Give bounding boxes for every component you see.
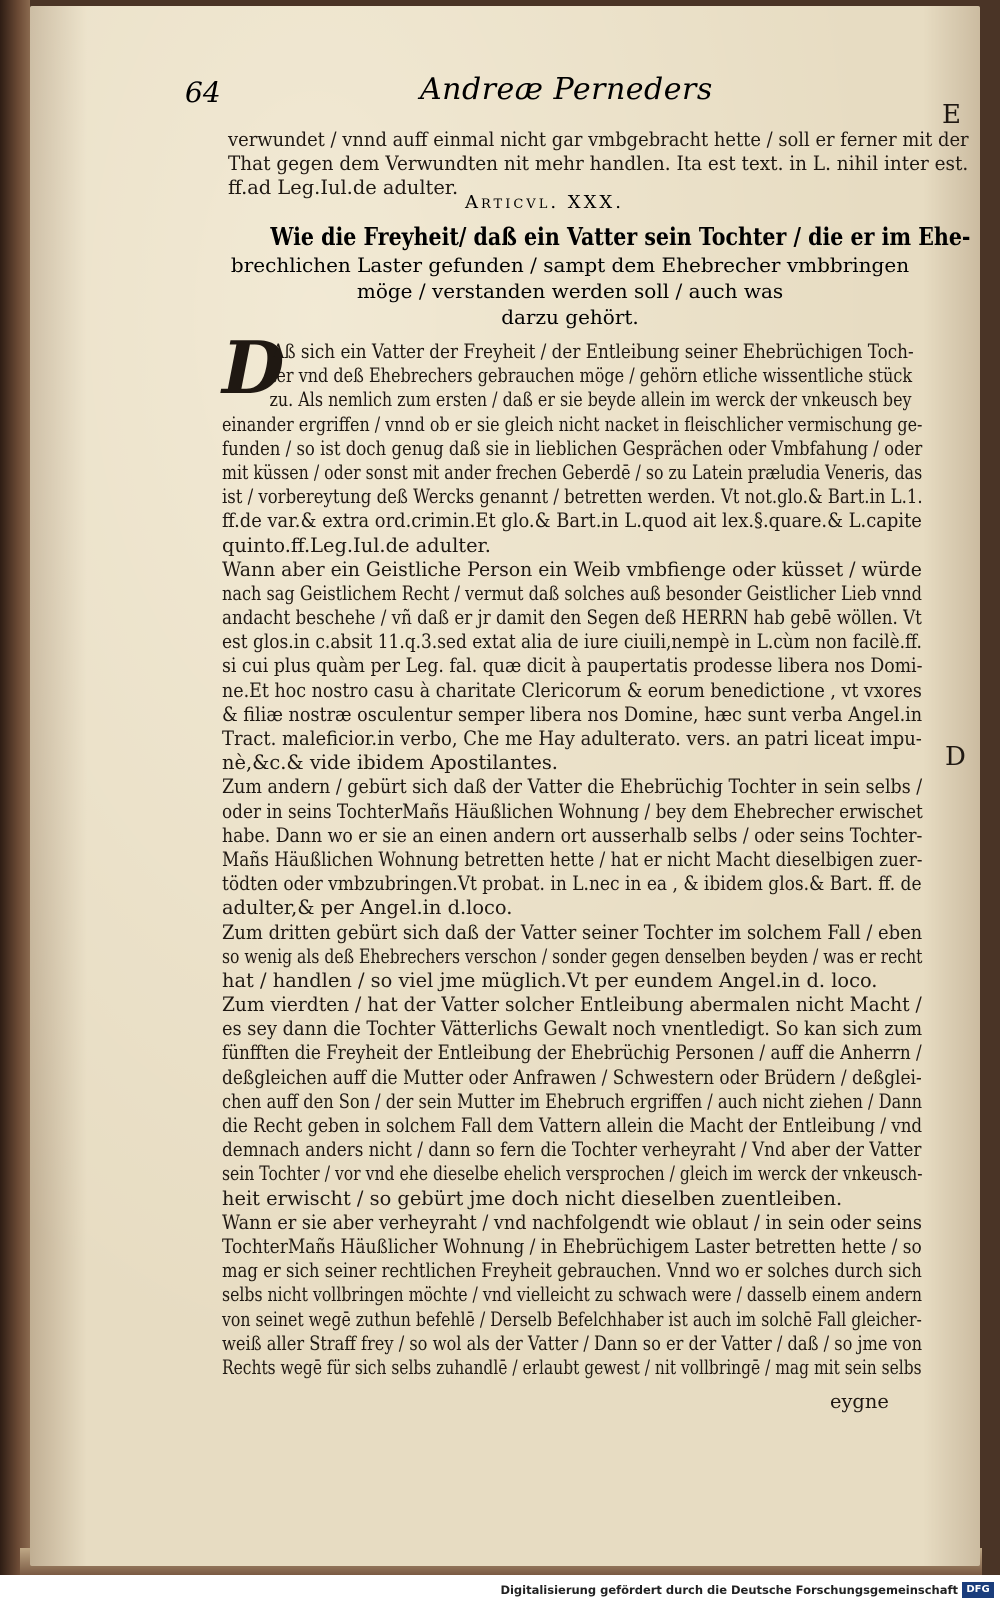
body-line: demnach anders nicht / dann so fern die Tochter verheyraht / Vnd aber der Vatter bbox=[222, 1138, 922, 1162]
body-line: funden / so ist doch genug daß sie in lieblichen Gesprächen oder Vmbfahung / oder bbox=[222, 436, 923, 460]
page-number: 64 bbox=[185, 76, 221, 109]
intro-text bbox=[228, 128, 968, 201]
book-edge bbox=[0, 0, 30, 1575]
body-line: ist / vorbereytung deß Wercks genannt / betretten werden. Vt not.glo.& Bart.in L.1. bbox=[222, 485, 923, 509]
body-line: chen auff den Son / der sein Mutter im Ehebruch ergriffen / auch nicht ziehen / Dann bbox=[222, 1089, 923, 1113]
title-line: brechlichen Laster gefunden / sampt dem Ehebrecher vmbbringen bbox=[230, 253, 910, 277]
body-line: Rechts wegē für sich selbs zuhandlē / erlaubt gewest / nit vollbringē / mag mit sein selbs bbox=[222, 1355, 922, 1379]
body-line: es sey dann die Tochter Vätterlichs Gewalt noch vnentledigt. So kan sich zum bbox=[222, 1017, 923, 1041]
body-line: ne.Et hoc nostro casu à charitate Clericorum & eorum benedictione , vt vxores bbox=[222, 678, 922, 702]
title-line: Wie die Freyheit/ daß ein Vatter sein Tochter / die er im Ehe- bbox=[270, 222, 971, 251]
body-line: von seinet wegē zuthun befehlē / Derselb Befelchhaber ist auch im solchē Fall gleicher- bbox=[222, 1307, 922, 1331]
body-line: selbs nicht vollbringen möchte / vnd vielleicht zu schwach were / dasselb einem andern bbox=[222, 1283, 923, 1307]
dfg-logo: DFG bbox=[962, 1582, 994, 1598]
body-line: Tract. maleficior.in verbo, Che me Hay adulterato. vers. an patri liceat impu- bbox=[222, 727, 922, 750]
body-line: fünfften die Freyheit der Entleibung der Ehebrüchig Personen / auff die Anherrn / bbox=[222, 1041, 922, 1065]
body-line: Wann er sie aber verheyraht / vnd nachfolgendt wie oblaut / in sein oder seins bbox=[222, 1210, 922, 1234]
body-line: quinto.ff.Leg.Iul.de adulter. bbox=[222, 533, 491, 557]
body-line: einander ergriffen / vnnd ob er sie gleich nicht nacket in fleischlicher vermischung ge- bbox=[222, 412, 923, 436]
body-line: ter vnd deß Ehebrechers gebrauchen möge / gehörn etliche wissentliche stück bbox=[269, 364, 913, 388]
body-line: nach sag Geistlichem Recht / vermut daß solches auß besonder Geistlicher Lieb vnnd bbox=[222, 581, 922, 605]
body-line: heit erwischt / so gebürt jme doch nicht dieselben zuentleiben. bbox=[222, 1186, 843, 1210]
body-line: deßgleichen auff die Mutter oder Anfrawen / Schwestern oder Brüdern / deßglei- bbox=[222, 1065, 922, 1089]
drop-capital: D bbox=[222, 325, 285, 410]
body-line: Zum andern / gebürt sich daß der Vatter die Ehebrüchig Tochter in sein selbs / bbox=[222, 775, 923, 799]
margin-mark-mid: D bbox=[945, 742, 966, 772]
body-line: so wenig als deß Ehebrechers verschon / sonder gegen denselben beyden / was er recht bbox=[222, 944, 923, 968]
body-line: hat / handlen / so viel jme müglich.Vt per eundem Angel.in d. loco. bbox=[222, 968, 878, 992]
body-line: Zum vierdten / hat der Vatter solcher Entleibung abermalen nicht Macht / bbox=[222, 993, 922, 1017]
body-line: TochterMañs Häußlicher Wohnung / in Ehebrüchigem Laster betretten hette / so bbox=[222, 1234, 922, 1258]
body-line: & filiæ nostræ osculentur semper libera nos Domine, hæc sunt verba Angel.in bbox=[222, 702, 923, 726]
body-line: Wann aber ein Geistliche Person ein Weib vmbfienge oder küsset / würde bbox=[222, 557, 922, 581]
footer-bar bbox=[0, 1578, 1000, 1606]
margin-mark-top: E bbox=[942, 100, 961, 130]
body-line: sein Tochter / vor vnd ehe dieselbe ehelich versprochen / gleich im werck der vnkeusch- bbox=[222, 1162, 923, 1186]
body-line: Mañs Häußlichen Wohnung betretten hette / hat er nicht Macht dieselbigen zuer- bbox=[222, 847, 923, 871]
text-line: That gegen dem Verwundten nit mehr handlen. Ita est text. in L. nihil inter est. bbox=[228, 152, 969, 176]
title-line: darzu gehört. bbox=[501, 305, 639, 329]
body-line: si cui plus quàm per Leg. fal. quæ dicit à paupertatis prodesse libera nos Domi- bbox=[222, 654, 923, 678]
body-line: habe. Dann wo er sie an einen andern ort ausserhalb selbs / oder seins Tochter- bbox=[222, 823, 923, 847]
article-title bbox=[220, 222, 971, 330]
catchword: eygne bbox=[830, 1390, 889, 1413]
body-line: zu. Als nemlich zum ersten / daß er sie beyde allein im werck der vnkeusch bey bbox=[269, 388, 912, 412]
article-number: Articvl. XXX. bbox=[465, 192, 624, 213]
body-line: adulter,& per Angel.in d.loco. bbox=[222, 896, 513, 920]
body-line: Aß sich ein Vatter der Freyheit / der Entleibung seiner Ehebrüchigen Toch- bbox=[272, 340, 914, 363]
funding-credit: Digitalisierung gefördert durch die Deutsche Forschungsgemeinschaft bbox=[500, 1583, 958, 1597]
body-line: nè,&c.& vide ibidem Apostilantes. bbox=[222, 751, 558, 775]
text-line: verwundet / vnnd auff einmal nicht gar vmbgebracht hette / soll er ferner mit der bbox=[228, 128, 969, 151]
body-line: mit küssen / oder sonst mit ander frechen Geberdē / so zu Latein præludia Veneris, das bbox=[222, 460, 923, 484]
body-line: andacht beschehe / vñ daß er jr damit den Segen deß HERRN hab gebē wöllen. Vt bbox=[222, 606, 922, 630]
body-line: weiß aller Straff frey / so wol als der Vatter / Dann so er der Vatter / daß / so jme von bbox=[222, 1331, 923, 1355]
body-line: die Recht geben in solchem Fall dem Vattern allein die Macht der Entleibung / vnd bbox=[222, 1114, 923, 1137]
body-line: est glos.in c.absit 11.q.3.sed extat alia de iure ciuili,nempè in L.cùm non facilè.ff. bbox=[222, 630, 922, 654]
body-line: ff.de var.& extra ord.crimin.Et glo.& Bart.in L.quod ait lex.§.quare.& L.capite bbox=[222, 509, 922, 533]
body-line: Zum dritten gebürt sich daß der Vatter seiner Tochter im solchem Fall / eben bbox=[222, 920, 923, 944]
body-line: mag er sich seiner rechtlichen Freyheit gebrauchen. Vnnd wo er solches durch sich bbox=[222, 1259, 922, 1283]
page-header bbox=[185, 72, 905, 112]
title-line: möge / verstanden werden soll / auch was bbox=[356, 279, 784, 303]
body-line: oder in seins TochterMañs Häußlichen Wohnung / bey dem Ehebrecher erwischet bbox=[222, 799, 923, 823]
text-line: ff.ad Leg.Iul.de adulter. bbox=[228, 176, 459, 200]
body-text bbox=[222, 340, 922, 1380]
body-line: tödten oder vmbzubringen.Vt probat. in L.nec in ea , & ibidem glos.& Bart. ff. de bbox=[222, 872, 922, 896]
running-head: Andreæ Perneders bbox=[420, 72, 713, 107]
